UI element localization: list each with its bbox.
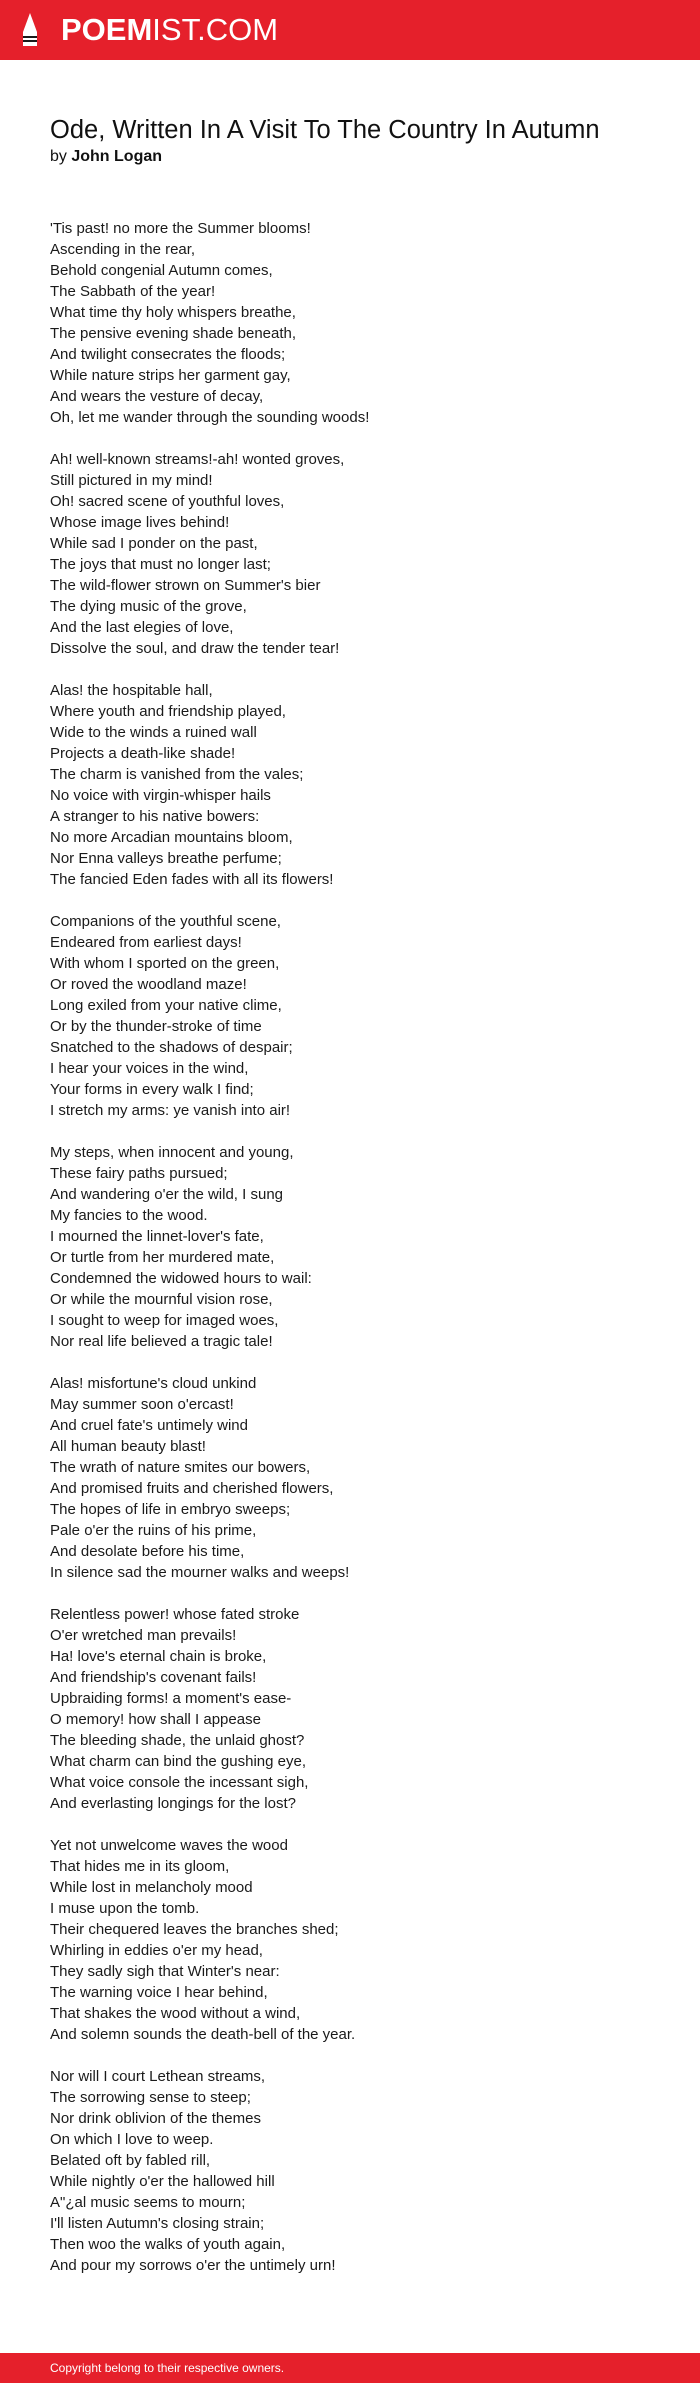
logo-light-text: IST.COM (152, 12, 279, 47)
poem-line: Endeared from earliest days! (50, 934, 242, 951)
poem-line: They sadly sigh that Winter's near: (50, 1963, 280, 1980)
poem-line: Their chequered leaves the branches shed; (50, 1921, 339, 1938)
poem-line: Yet not unwelcome waves the wood (50, 1837, 288, 1854)
poem-line: And wears the vesture of decay, (50, 388, 264, 405)
poem-line: With whom I sported on the green, (50, 955, 280, 972)
poem-line: 'Tis past! no more the Summer blooms! (50, 220, 311, 237)
poem-line: In silence sad the mourner walks and weeps! (50, 1564, 350, 1581)
stanza (50, 1142, 670, 1352)
logo-bold-text: POEM (61, 12, 153, 47)
poem-line: The warning voice I hear behind, (50, 1984, 268, 2001)
poem-line: Alas! misfortune's cloud unkind (50, 1375, 257, 1392)
poem-line: Nor Enna valleys breathe perfume; (50, 850, 282, 867)
stanza (50, 1604, 670, 1814)
poem-line: Your forms in every walk I find; (50, 1081, 254, 1098)
poem-line: The joys that must no longer last; (50, 556, 271, 573)
poem-line: May summer soon o'ercast! (50, 1396, 234, 1413)
poem-line: O'er wretched man prevails! (50, 1627, 237, 1644)
stanza (50, 1835, 670, 2045)
poem-line: Nor drink oblivion of the themes (50, 2110, 261, 2127)
poem-line: What charm can bind the gushing eye, (50, 1753, 306, 1770)
poem-line: A stranger to his native bowers: (50, 808, 260, 825)
poem-line: I sought to weep for imaged woes, (50, 1312, 279, 1329)
poem-line: I hear your voices in the wind, (50, 1060, 249, 1077)
poem-line: While nightly o'er the hallowed hill (50, 2173, 275, 2190)
poem-line: Wide to the winds a ruined wall (50, 724, 257, 741)
site-footer (0, 2353, 700, 2383)
stanza (50, 449, 670, 659)
poem-line: Belated oft by fabled rill, (50, 2152, 211, 2169)
stanza (50, 2066, 670, 2276)
poem-line: While lost in melancholy mood (50, 1879, 253, 1896)
stanza (50, 1373, 670, 1583)
by-label: by (50, 148, 67, 165)
poem-line: Whirling in eddies o'er my head, (50, 1942, 263, 1959)
copyright-text: Copyright belong to their respective owners. (50, 2361, 285, 2375)
poem-line: The charm is vanished from the vales; (50, 766, 304, 783)
poem-line: I muse upon the tomb. (50, 1900, 200, 1917)
poem-line: That hides me in its gloom, (50, 1858, 230, 1875)
poem-line: While sad I ponder on the past, (50, 535, 258, 552)
poem-line: All human beauty blast! (50, 1438, 206, 1455)
byline (50, 146, 162, 168)
poem-line: O memory! how shall I appease (50, 1711, 261, 1728)
poem-line: The dying music of the grove, (50, 598, 247, 615)
poem-line: Or by the thunder-stroke of time (50, 1018, 262, 1035)
poem-line: While nature strips her garment gay, (50, 367, 291, 384)
site-header (0, 0, 700, 60)
poem-line: Then woo the walks of youth again, (50, 2236, 286, 2253)
poem-line: Nor will I court Lethean streams, (50, 2068, 266, 2085)
poem-line: And wandering o'er the wild, I sung (50, 1186, 284, 1203)
poem-line: And the last elegies of love, (50, 619, 234, 636)
poem-line: No more Arcadian mountains bloom, (50, 829, 293, 846)
poem-line: Where youth and friendship played, (50, 703, 286, 720)
poem-line: Pale o'er the ruins of his prime, (50, 1522, 257, 1539)
poem-line: Or roved the woodland maze! (50, 976, 247, 993)
poem-line: Dissolve the soul, and draw the tender tear! (50, 640, 340, 657)
poem-line: And everlasting longings for the lost? (50, 1795, 296, 1812)
poem-line: And desolate before his time, (50, 1543, 245, 1560)
poem-line: Relentless power! whose fated stroke (50, 1606, 300, 1623)
poem-line: I'll listen Autumn's closing strain; (50, 2215, 265, 2232)
poem-line: And friendship's covenant fails! (50, 1669, 257, 1686)
poem-line: Nor real life believed a tragic tale! (50, 1333, 273, 1350)
poem-line: My fancies to the wood. (50, 1207, 208, 1224)
poem-line: Projects a death-like shade! (50, 745, 236, 762)
poem-line: Upbraiding forms! a moment's ease- (50, 1690, 292, 1707)
poem-line: Ha! love's eternal chain is broke, (50, 1648, 267, 1665)
site-logo[interactable] (61, 10, 278, 50)
poem-line: Ah! well-known streams!-ah! wonted groves, (50, 451, 345, 468)
poem-line: The wild-flower strown on Summer's bier (50, 577, 321, 594)
stanza (50, 218, 670, 428)
poem-line: The bleeding shade, the unlaid ghost? (50, 1732, 305, 1749)
poem-line: My steps, when innocent and young, (50, 1144, 294, 1161)
poem-line: The wrath of nature smites our bowers, (50, 1459, 311, 1476)
poem-line: I stretch my arms: ye vanish into air! (50, 1102, 291, 1119)
poem-line: Alas! the hospitable hall, (50, 682, 213, 699)
poem-line: That shakes the wood without a wind, (50, 2005, 301, 2022)
poem-line: The Sabbath of the year! (50, 283, 216, 300)
poem-line: And twilight consecrates the floods; (50, 346, 286, 363)
poem-line: Condemned the widowed hours to wail: (50, 1270, 312, 1287)
poem-line: Ascending in the rear, (50, 241, 196, 258)
poem-line: The pensive evening shade beneath, (50, 325, 297, 342)
poem-line: And promised fruits and cherished flowers, (50, 1480, 334, 1497)
poem-line: Long exiled from your native clime, (50, 997, 282, 1014)
poem-line: What time thy holy whispers breathe, (50, 304, 296, 321)
poem-line: These fairy paths pursued; (50, 1165, 228, 1182)
poem-line: Behold congenial Autumn comes, (50, 262, 273, 279)
stanza (50, 680, 670, 890)
poem-body (50, 218, 670, 2297)
poem-line: Companions of the youthful scene, (50, 913, 281, 930)
poem-line: And pour my sorrows o'er the untimely urn! (50, 2257, 336, 2274)
poem-line: And solemn sounds the death-bell of the year. (50, 2026, 356, 2043)
poem-line: Or turtle from her murdered mate, (50, 1249, 275, 1266)
poem-line: On which I love to weep. (50, 2131, 214, 2148)
poem-line: No voice with virgin-whisper hails (50, 787, 271, 804)
poem-line: Or while the mournful vision rose, (50, 1291, 273, 1308)
poem-line: And cruel fate's untimely wind (50, 1417, 248, 1434)
pen-nib-icon[interactable] (18, 12, 42, 48)
poem-line: I mourned the linnet-lover's fate, (50, 1228, 264, 1245)
poem-line: What voice console the incessant sigh, (50, 1774, 309, 1791)
poem-line: The fancied Eden fades with all its flowers! (50, 871, 334, 888)
poem-line: Snatched to the shadows of despair; (50, 1039, 293, 1056)
poem-line: Whose image lives behind! (50, 514, 230, 531)
poem-line: Oh! sacred scene of youthful loves, (50, 493, 285, 510)
poem-line: Oh, let me wander through the sounding woods! (50, 409, 370, 426)
poem-line: Still pictured in my mind! (50, 472, 213, 489)
poem-line: A"¿al music seems to mourn; (50, 2194, 246, 2211)
poem-line: The hopes of life in embryo sweeps; (50, 1501, 291, 1518)
poem-line: The sorrowing sense to steep; (50, 2089, 251, 2106)
stanza (50, 911, 670, 1121)
poem-title: Ode, Written In A Visit To The Country In Autumn (50, 116, 600, 144)
author-name[interactable]: John Logan (71, 148, 163, 165)
